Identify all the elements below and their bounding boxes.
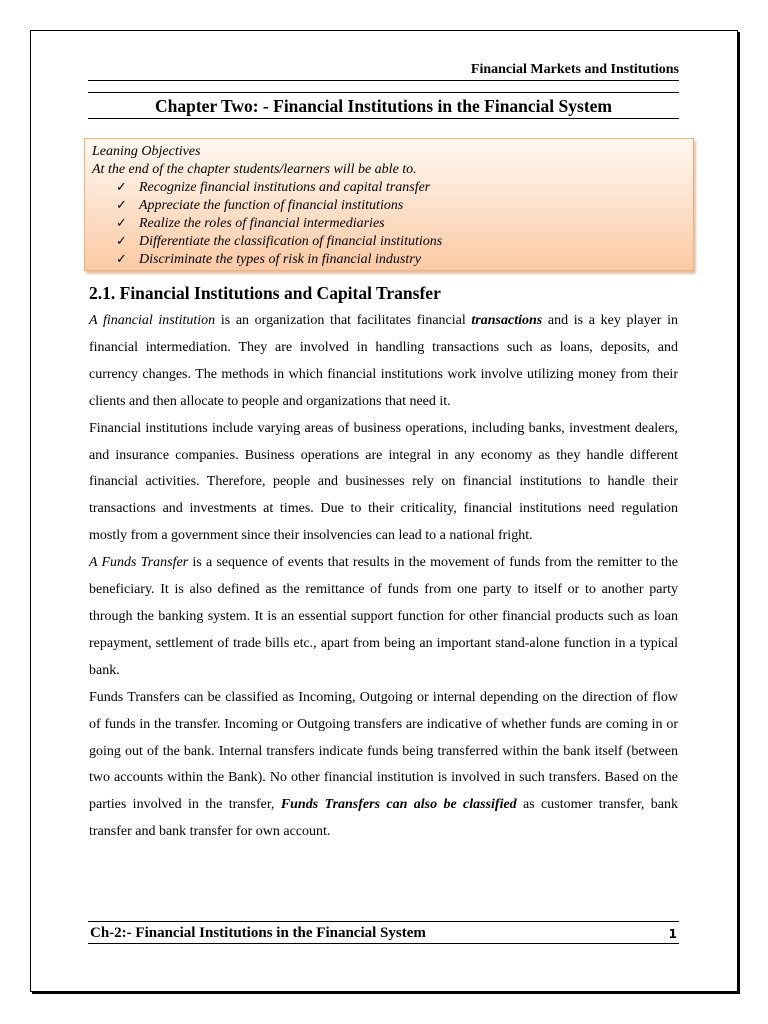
paragraph-text: Funds Transfers can be classified as Incoming, Outgoing or internal depending on the direction of flow of funds in the transfer. Incoming or Outgoing transfers are indicative of whether funds are coming in or going out of the bank. Internal transfers indicate funds being transferred within the bank itself (between two accounts within the Bank). No other financial institution is involved in such transfers. Based on the parties involved in the transfer, bbox=[89, 689, 678, 813]
section-heading: 2.1. Financial Institutions and Capital Transfer bbox=[89, 283, 441, 303]
chapter-title: Chapter Two: - Financial Institutions in the Financial System bbox=[88, 92, 679, 119]
section-body bbox=[89, 308, 678, 846]
checkmark-icon: ✓ bbox=[116, 180, 127, 195]
footer-title: Ch-2:- Financial Institutions in the Financial System bbox=[90, 925, 426, 941]
learning-objectives-box bbox=[84, 138, 694, 271]
objective-text: Differentiate the classification of financial institutions bbox=[139, 234, 443, 249]
paragraph-funds-transfer bbox=[89, 550, 678, 685]
paragraph-text: and is a key player in financial intermediation. They are involved in handling transactions such as loans, deposits, and currency changes. The methods in which financial institutions work involve utilizing money from their clients and then allocate to people and organizations that need it. bbox=[89, 313, 678, 409]
objective-item bbox=[116, 179, 687, 197]
checkmark-icon: ✓ bbox=[116, 216, 127, 231]
objective-text: Appreciate the function of financial institutions bbox=[139, 198, 404, 213]
paragraph-transfer-classification bbox=[89, 685, 678, 846]
objective-item bbox=[116, 215, 687, 233]
term-financial-institution: A financial institution bbox=[89, 313, 216, 328]
checkmark-icon: ✓ bbox=[116, 234, 127, 249]
emphasis-transactions: transactions bbox=[471, 313, 543, 328]
paragraph-text: is a sequence of events that results in the movement of funds from the remitter to the beneficiary. It is also defined as the remittance of funds from one party to itself or to another party through the banking system. It is an essential support function for other financial products such as loan repayment, settlement of trade bills etc., apart from being an important stand-alone function in a typical bank. bbox=[89, 555, 679, 678]
checkmark-icon: ✓ bbox=[116, 198, 127, 213]
running-header: Financial Markets and Institutions bbox=[88, 61, 679, 81]
running-footer bbox=[88, 921, 679, 944]
objectives-list bbox=[92, 179, 687, 269]
page-number: 1 bbox=[668, 927, 677, 941]
objectives-heading: Leaning Objectives bbox=[92, 144, 201, 159]
objective-item bbox=[116, 197, 687, 215]
objective-text: Discriminate the types of risk in financial industry bbox=[139, 252, 421, 267]
paragraph-text: is an organization that facilitates financial bbox=[215, 313, 472, 328]
term-funds-transfer: A Funds Transfer bbox=[89, 555, 189, 571]
objective-item bbox=[116, 233, 687, 251]
objective-item bbox=[116, 251, 687, 269]
objective-text: Recognize financial institutions and capital transfer bbox=[139, 180, 431, 195]
objectives-intro: At the end of the chapter students/learners will be able to. bbox=[92, 162, 417, 177]
paragraph-financial-institutions-areas: Financial institutions include varying areas of business operations, including banks, investment dealers, and insurance companies. Business operations are integral in any economy as they handle different financial activities. Therefore, people and businesses rely on financial institutions to handle their transactions and investments at times. Due to their criticality, financial institutions need regulation mostly from a government since their insolvencies can lead to a national fright. bbox=[89, 420, 678, 544]
paragraph-financial-institution bbox=[89, 308, 678, 416]
paragraph-text: as customer transfer, bank transfer and bank transfer for own account. bbox=[89, 797, 678, 840]
emphasis-funds-transfers-classified: Funds Transfers can also be classified bbox=[280, 797, 517, 813]
checkmark-icon: ✓ bbox=[116, 252, 127, 267]
objective-text: Realize the roles of financial intermediaries bbox=[139, 216, 385, 231]
